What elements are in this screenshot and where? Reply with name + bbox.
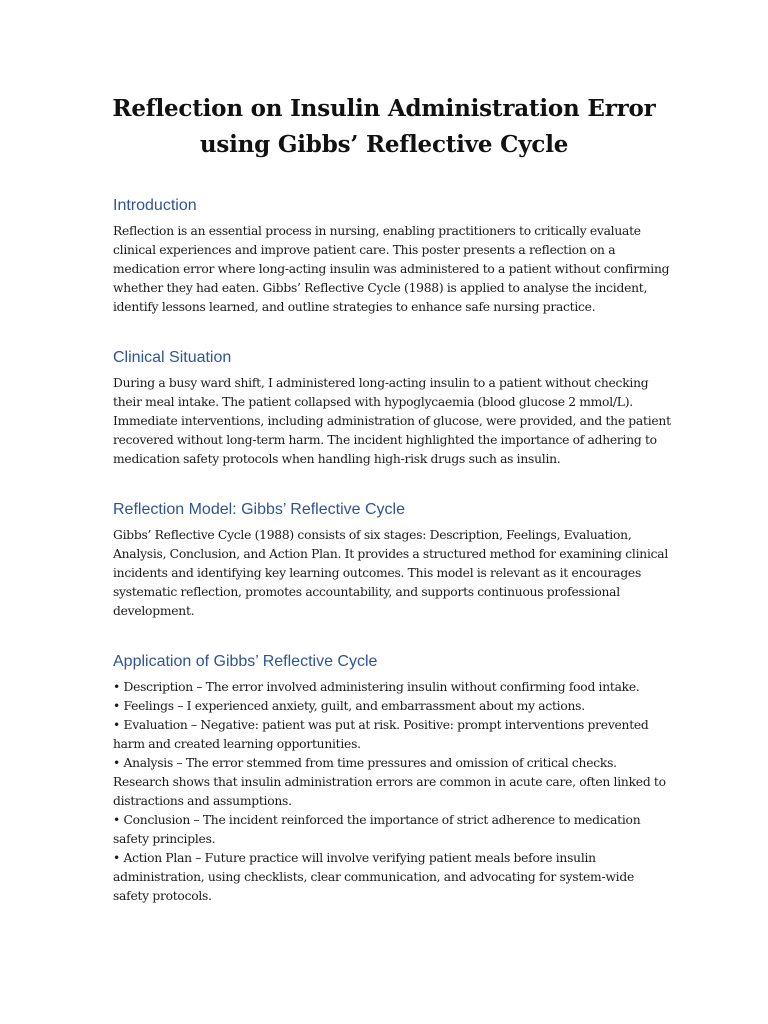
section-introduction: [113, 196, 673, 317]
list-item-feelings: • Feelings – I experienced anxiety, guilt, and embarrassment about my actions.: [113, 699, 585, 713]
list-item-description: • Description – The error involved administering insulin without confirming food intake.: [113, 680, 640, 694]
section-heading-reflection-model: Reflection Model: Gibbs’ Reflective Cycle: [113, 501, 405, 518]
section-clinical-situation: [113, 348, 673, 469]
document-title: [100, 91, 668, 163]
list-item-conclusion: • Conclusion – The incident reinforced the importance of strict adherence to medication safety principles.: [113, 813, 641, 846]
list-item-analysis: • Analysis – The error stemmed from time pressures and omission of critical checks. Research shows that insulin administration errors are common in acute care, often linked to distractions and assumptions.: [113, 756, 666, 808]
section-body-introduction: Reflection is an essential process in nursing, enabling practitioners to critically evaluate clinical experiences and improve patient care. This poster presents a reflection on a medication error where long-acting insulin was administered to a patient without confirming whether they had eaten. Gibbs’ Reflective Cycle (1988) is applied to analyse the incident, identify lessons learned, and outline strategies to enhance safe nursing practice.: [113, 224, 670, 314]
section-body-reflection-model: Gibbs’ Reflective Cycle (1988) consists of six stages: Description, Feelings, Evaluation, Analysis, Conclusion, and Action Plan. It provides a structured method for examining clinical incidents and identifying key learning outcomes. This model is relevant as it encourages systematic reflection, promotes accountability, and supports continuous professional development.: [113, 528, 669, 618]
list-item-evaluation: • Evaluation – Negative: patient was put at risk. Positive: prompt interventions prevented harm and created learning opportunities.: [113, 718, 649, 751]
section-heading-clinical-situation: Clinical Situation: [113, 349, 232, 366]
title-line-2: using Gibbs’ Reflective Cycle: [199, 131, 569, 158]
section-heading-application: Application of Gibbs’ Reflective Cycle: [113, 653, 378, 670]
section-reflection-model: [113, 500, 673, 621]
list-item-action-plan: • Action Plan – Future practice will involve verifying patient meals before insulin administration, using checklists, clear communication, and advocating for system-wide safety protocols.: [113, 851, 634, 903]
section-body-clinical-situation: During a busy ward shift, I administered long-acting insulin to a patient without checking their meal intake. The patient collapsed with hypoglycaemia (blood glucose 2 mmol/L). Immediate interventions, including administration of glucose, were provided, and the patient recovered without long-term harm. The incident highlighted the importance of adhering to medication safety protocols when handling high-risk drugs such as insulin.: [113, 376, 671, 466]
section-heading-introduction: Introduction: [113, 197, 197, 214]
section-application: [113, 652, 673, 906]
title-line-1: Reflection on Insulin Administration Error: [112, 95, 656, 122]
application-stage-list: [113, 678, 673, 906]
